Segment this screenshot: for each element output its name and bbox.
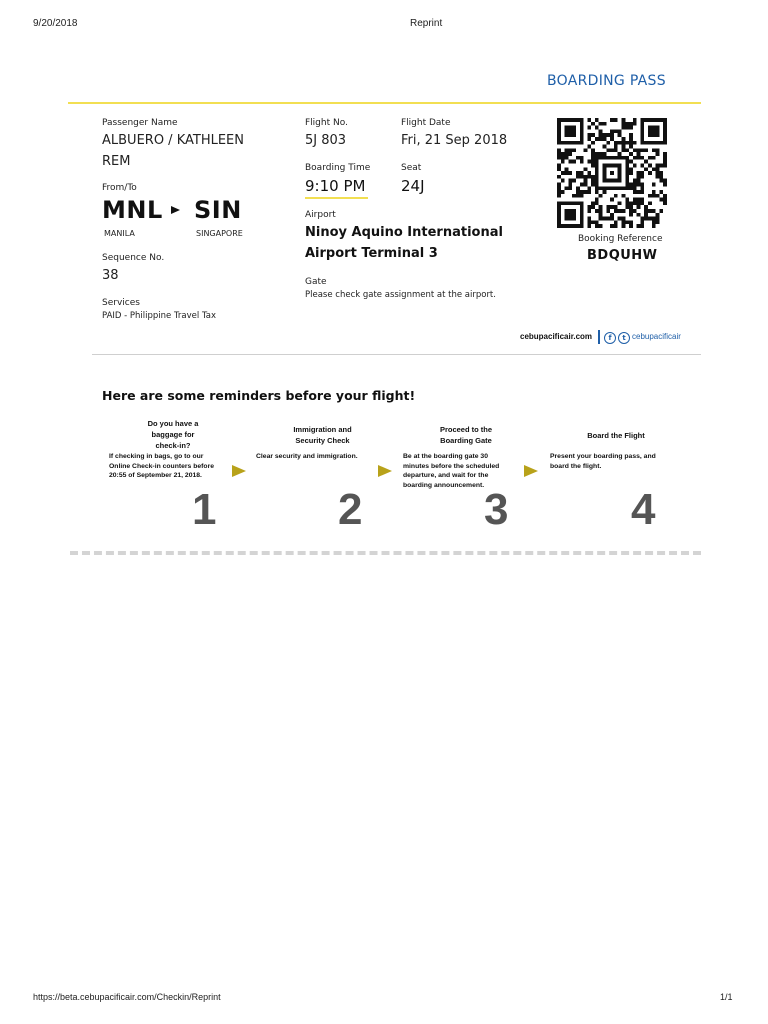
facebook-icon[interactable]: f bbox=[604, 332, 616, 344]
seat-label: Seat bbox=[401, 163, 422, 173]
origin-city: MANILA bbox=[104, 229, 135, 238]
print-url[interactable]: https://beta.cebupacificair.com/Checkin/Reprint bbox=[33, 992, 221, 1002]
passenger-name-line2: REM bbox=[102, 154, 131, 169]
step-1-title: Do you have a baggage for check-in? bbox=[147, 419, 199, 450]
route-arrow-icon bbox=[171, 206, 180, 214]
airport-line1: Ninoy Aquino International bbox=[305, 225, 503, 240]
sequence-value: 38 bbox=[102, 268, 119, 283]
step-2-title: Immigration and Security Check bbox=[293, 425, 352, 445]
gate-value: Please check gate assignment at the airport. bbox=[305, 290, 496, 300]
step-3-number: 3 bbox=[484, 485, 509, 534]
step-3-title: Proceed to the Boarding Gate bbox=[439, 425, 493, 445]
step-2-body: Clear security and immigration. bbox=[256, 453, 358, 460]
pass-bottom-divider bbox=[92, 354, 701, 355]
cut-line-divider bbox=[70, 551, 701, 555]
step-1-arrow-icon bbox=[232, 465, 246, 477]
step-4-number: 4 bbox=[631, 485, 656, 534]
booking-reference-value: BDQUHW bbox=[587, 248, 658, 263]
destination-city: SINGAPORE bbox=[196, 229, 243, 238]
flight-no-value: 5J 803 bbox=[305, 133, 347, 148]
print-title: Reprint bbox=[410, 18, 443, 29]
airport-label: Airport bbox=[305, 210, 336, 220]
services-label: Services bbox=[102, 298, 140, 308]
boarding-time-label: Boarding Time bbox=[305, 163, 371, 173]
header-divider bbox=[68, 102, 701, 104]
step-4-body: Present your boarding pass, and board the flight. bbox=[550, 453, 656, 470]
social-handle[interactable]: cebupacificair bbox=[632, 332, 681, 341]
step-3-body: Be at the boarding gate 30 minutes before the scheduled departure, and wait for the boarding announcement. bbox=[403, 453, 500, 489]
seat-value: 24J bbox=[401, 177, 425, 195]
flight-no-label: Flight No. bbox=[305, 118, 348, 128]
step-3-arrow-icon bbox=[524, 465, 538, 477]
destination-code: SIN bbox=[194, 196, 242, 224]
boarding-time-value: 9:10 PM bbox=[305, 177, 366, 195]
step-2-number: 2 bbox=[338, 485, 363, 534]
twitter-icon[interactable]: t bbox=[618, 332, 630, 344]
flight-date-value: Fri, 21 Sep 2018 bbox=[401, 133, 508, 148]
passenger-name-label: Passenger Name bbox=[102, 118, 178, 128]
airport-line2: Airport Terminal 3 bbox=[305, 246, 438, 261]
passenger-name-line1: ALBUERO / KATHLEEN bbox=[102, 133, 244, 148]
from-to-label: From/To bbox=[102, 183, 137, 193]
website-link[interactable]: cebupacificair.com bbox=[520, 332, 593, 341]
sequence-label: Sequence No. bbox=[102, 253, 165, 263]
boarding-pass-title: BOARDING PASS bbox=[547, 73, 666, 89]
gate-label: Gate bbox=[305, 277, 327, 287]
step-1-number: 1 bbox=[192, 485, 217, 534]
flight-date-label: Flight Date bbox=[401, 118, 451, 128]
boarding-time-underline bbox=[305, 197, 368, 199]
services-value: PAID - Philippine Travel Tax bbox=[102, 311, 216, 321]
step-2-arrow-icon bbox=[378, 465, 392, 477]
social-divider bbox=[598, 330, 600, 344]
print-page-number: 1/1 bbox=[720, 992, 733, 1002]
print-date: 9/20/2018 bbox=[33, 18, 78, 29]
origin-code: MNL bbox=[102, 196, 163, 224]
reminders-heading: Here are some reminders before your flight! bbox=[102, 388, 416, 403]
booking-reference-label: Booking Reference bbox=[578, 234, 663, 244]
step-4-title: Board the Flight bbox=[587, 431, 645, 440]
step-1-body: If checking in bags, go to our Online Check-in counters before 20:55 of September 21, 2018. bbox=[109, 453, 214, 479]
qr-code bbox=[557, 118, 667, 228]
